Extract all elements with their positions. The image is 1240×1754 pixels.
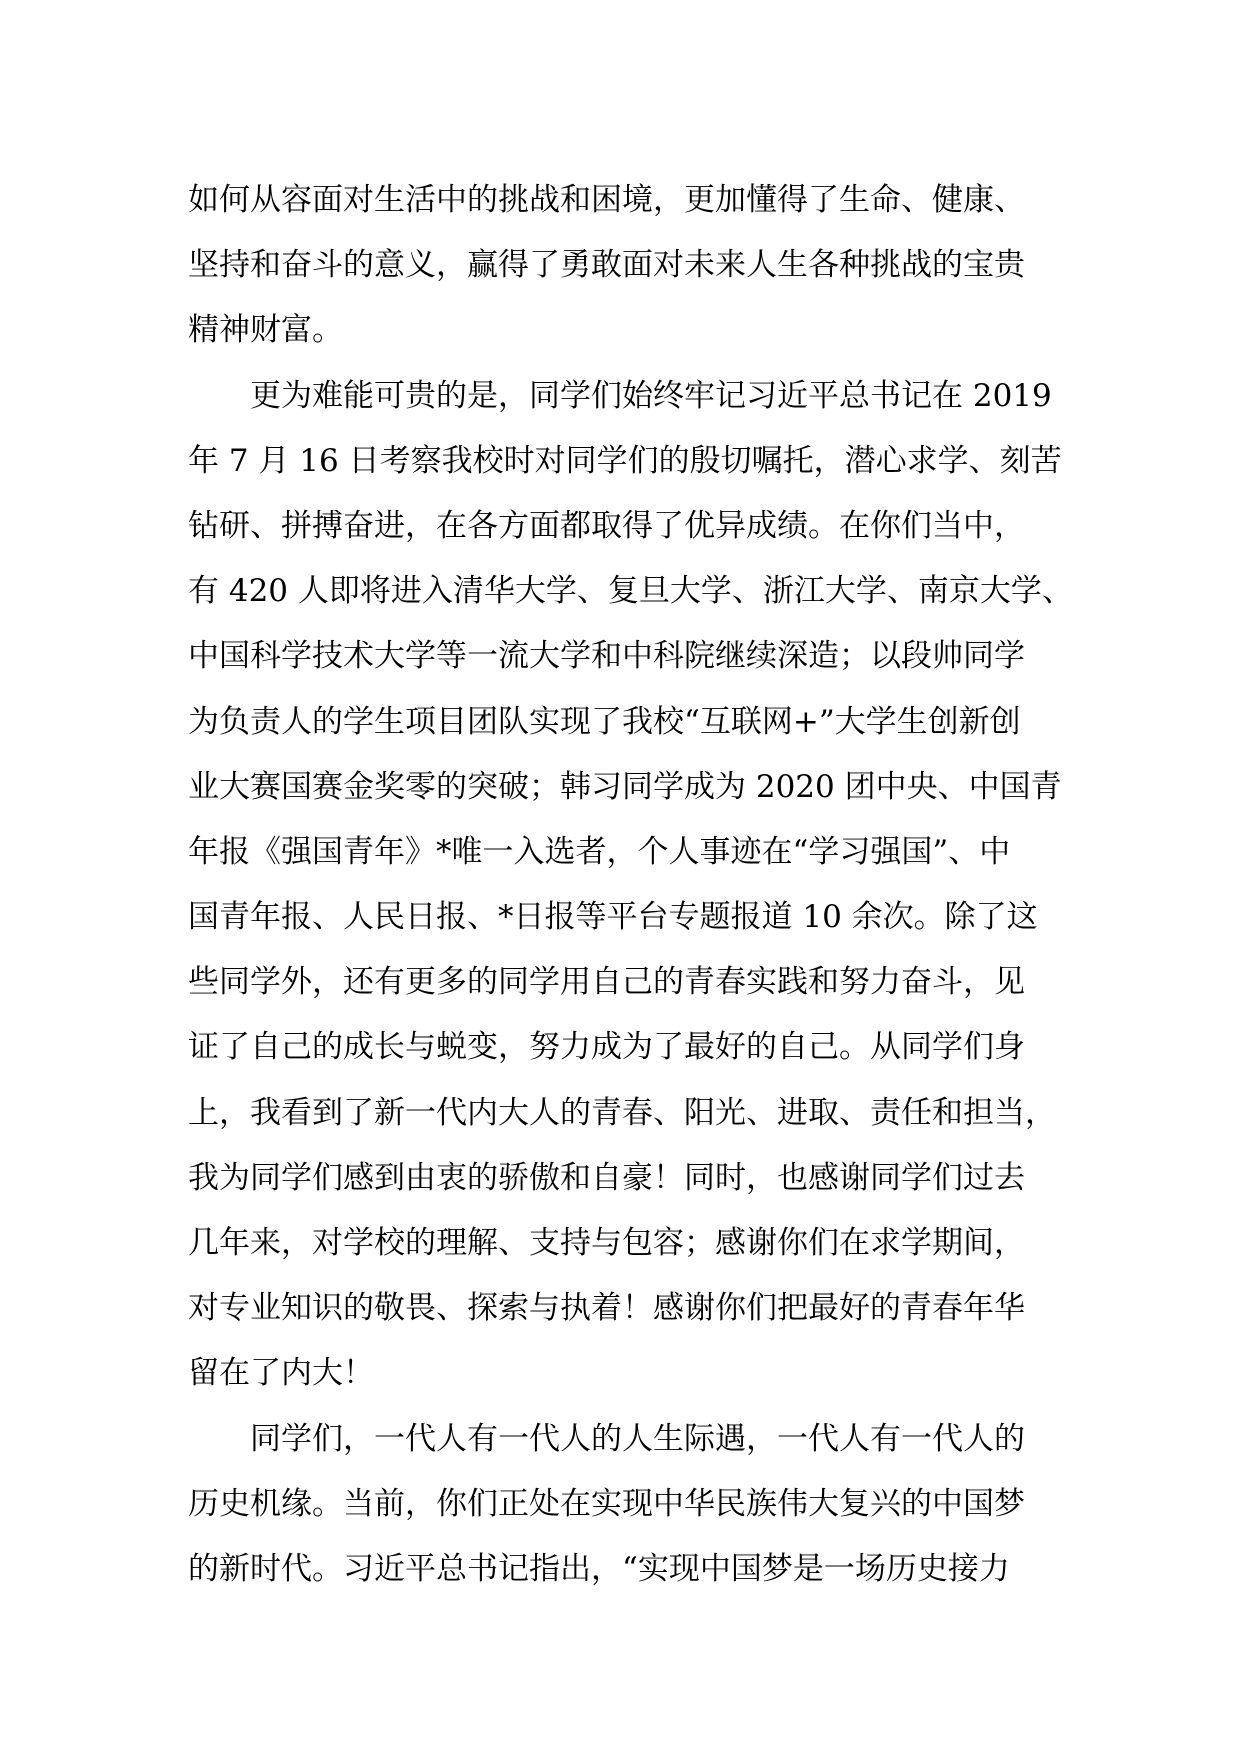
text-line: 的新时代。习近平总书记指出，“实现中国梦是一场历史接力 — [188, 1550, 1010, 1587]
text-line: 精神财富。 — [188, 312, 343, 349]
text-line: 证了自己的成长与蜕变，努力成为了最好的自己。从同学们身 — [188, 1029, 1025, 1066]
text-line: 上，我看到了新一代内大人的青春、阳光、进取、责任和担当， — [188, 1094, 1056, 1131]
text-line: 为负责人的学生项目团队实现了我校“互联网+”大学生创新创 — [188, 703, 1021, 740]
text-line: 对专业知识的敬畏、探索与执着！感谢你们把最好的青春年华 — [188, 1290, 1025, 1327]
text-line: 历史机缘。当前，你们正处在实现中华民族伟大复兴的中国梦 — [188, 1485, 1025, 1522]
text-line: 留在了内大！ — [188, 1355, 374, 1392]
text-line: 中国科学技术大学等一流大学和中科院继续深造；以段帅同学 — [188, 638, 1025, 675]
text-line: 钻研、拼搏奋进，在各方面都取得了优异成绩。在你们当中， — [188, 507, 1025, 544]
text-line: 国青年报、人民日报、*日报等平台专题报道 10 余次。除了这 — [188, 899, 1038, 936]
text-line: 几年来，对学校的理解、支持与包容；感谢你们在求学期间， — [188, 1225, 1025, 1261]
paragraph-start-line: 同学们，一代人有一代人的人生际遇，一代人有一代人的 — [188, 1420, 1025, 1457]
paragraph-start-line: 更为难能可贵的是，同学们始终牢记习近平总书记在 2019 — [188, 377, 1052, 414]
text-line: 年 7 月 16 日考察我校时对同学们的殷切嘱托，潜心求学、刻苦 — [188, 442, 1062, 479]
text-line: 业大赛国赛金奖零的突破；韩习同学成为 2020 团中央、中国青 — [188, 768, 1062, 805]
text-line: 坚持和奋斗的意义，赢得了勇敢面对未来人生各种挑战的宝贵 — [188, 247, 1025, 284]
text-line: 有 420 人即将进入清华大学、复旦大学、浙江大学、南京大学、 — [188, 573, 1073, 610]
document-body — [188, 168, 1078, 1602]
text-line: 年报《强国青年》*唯一入选者，个人事迹在“学习强国”、中 — [188, 833, 1011, 870]
text-line: 我为同学们感到由衷的骄傲和自豪！同时，也感谢同学们过去 — [188, 1159, 1025, 1196]
text-line: 如何从容面对生活中的挑战和困境，更加懂得了生命、健康、 — [188, 182, 1025, 218]
text-line: 些同学外，还有更多的同学用自己的青春实践和努力奋斗，见 — [188, 964, 1025, 1001]
